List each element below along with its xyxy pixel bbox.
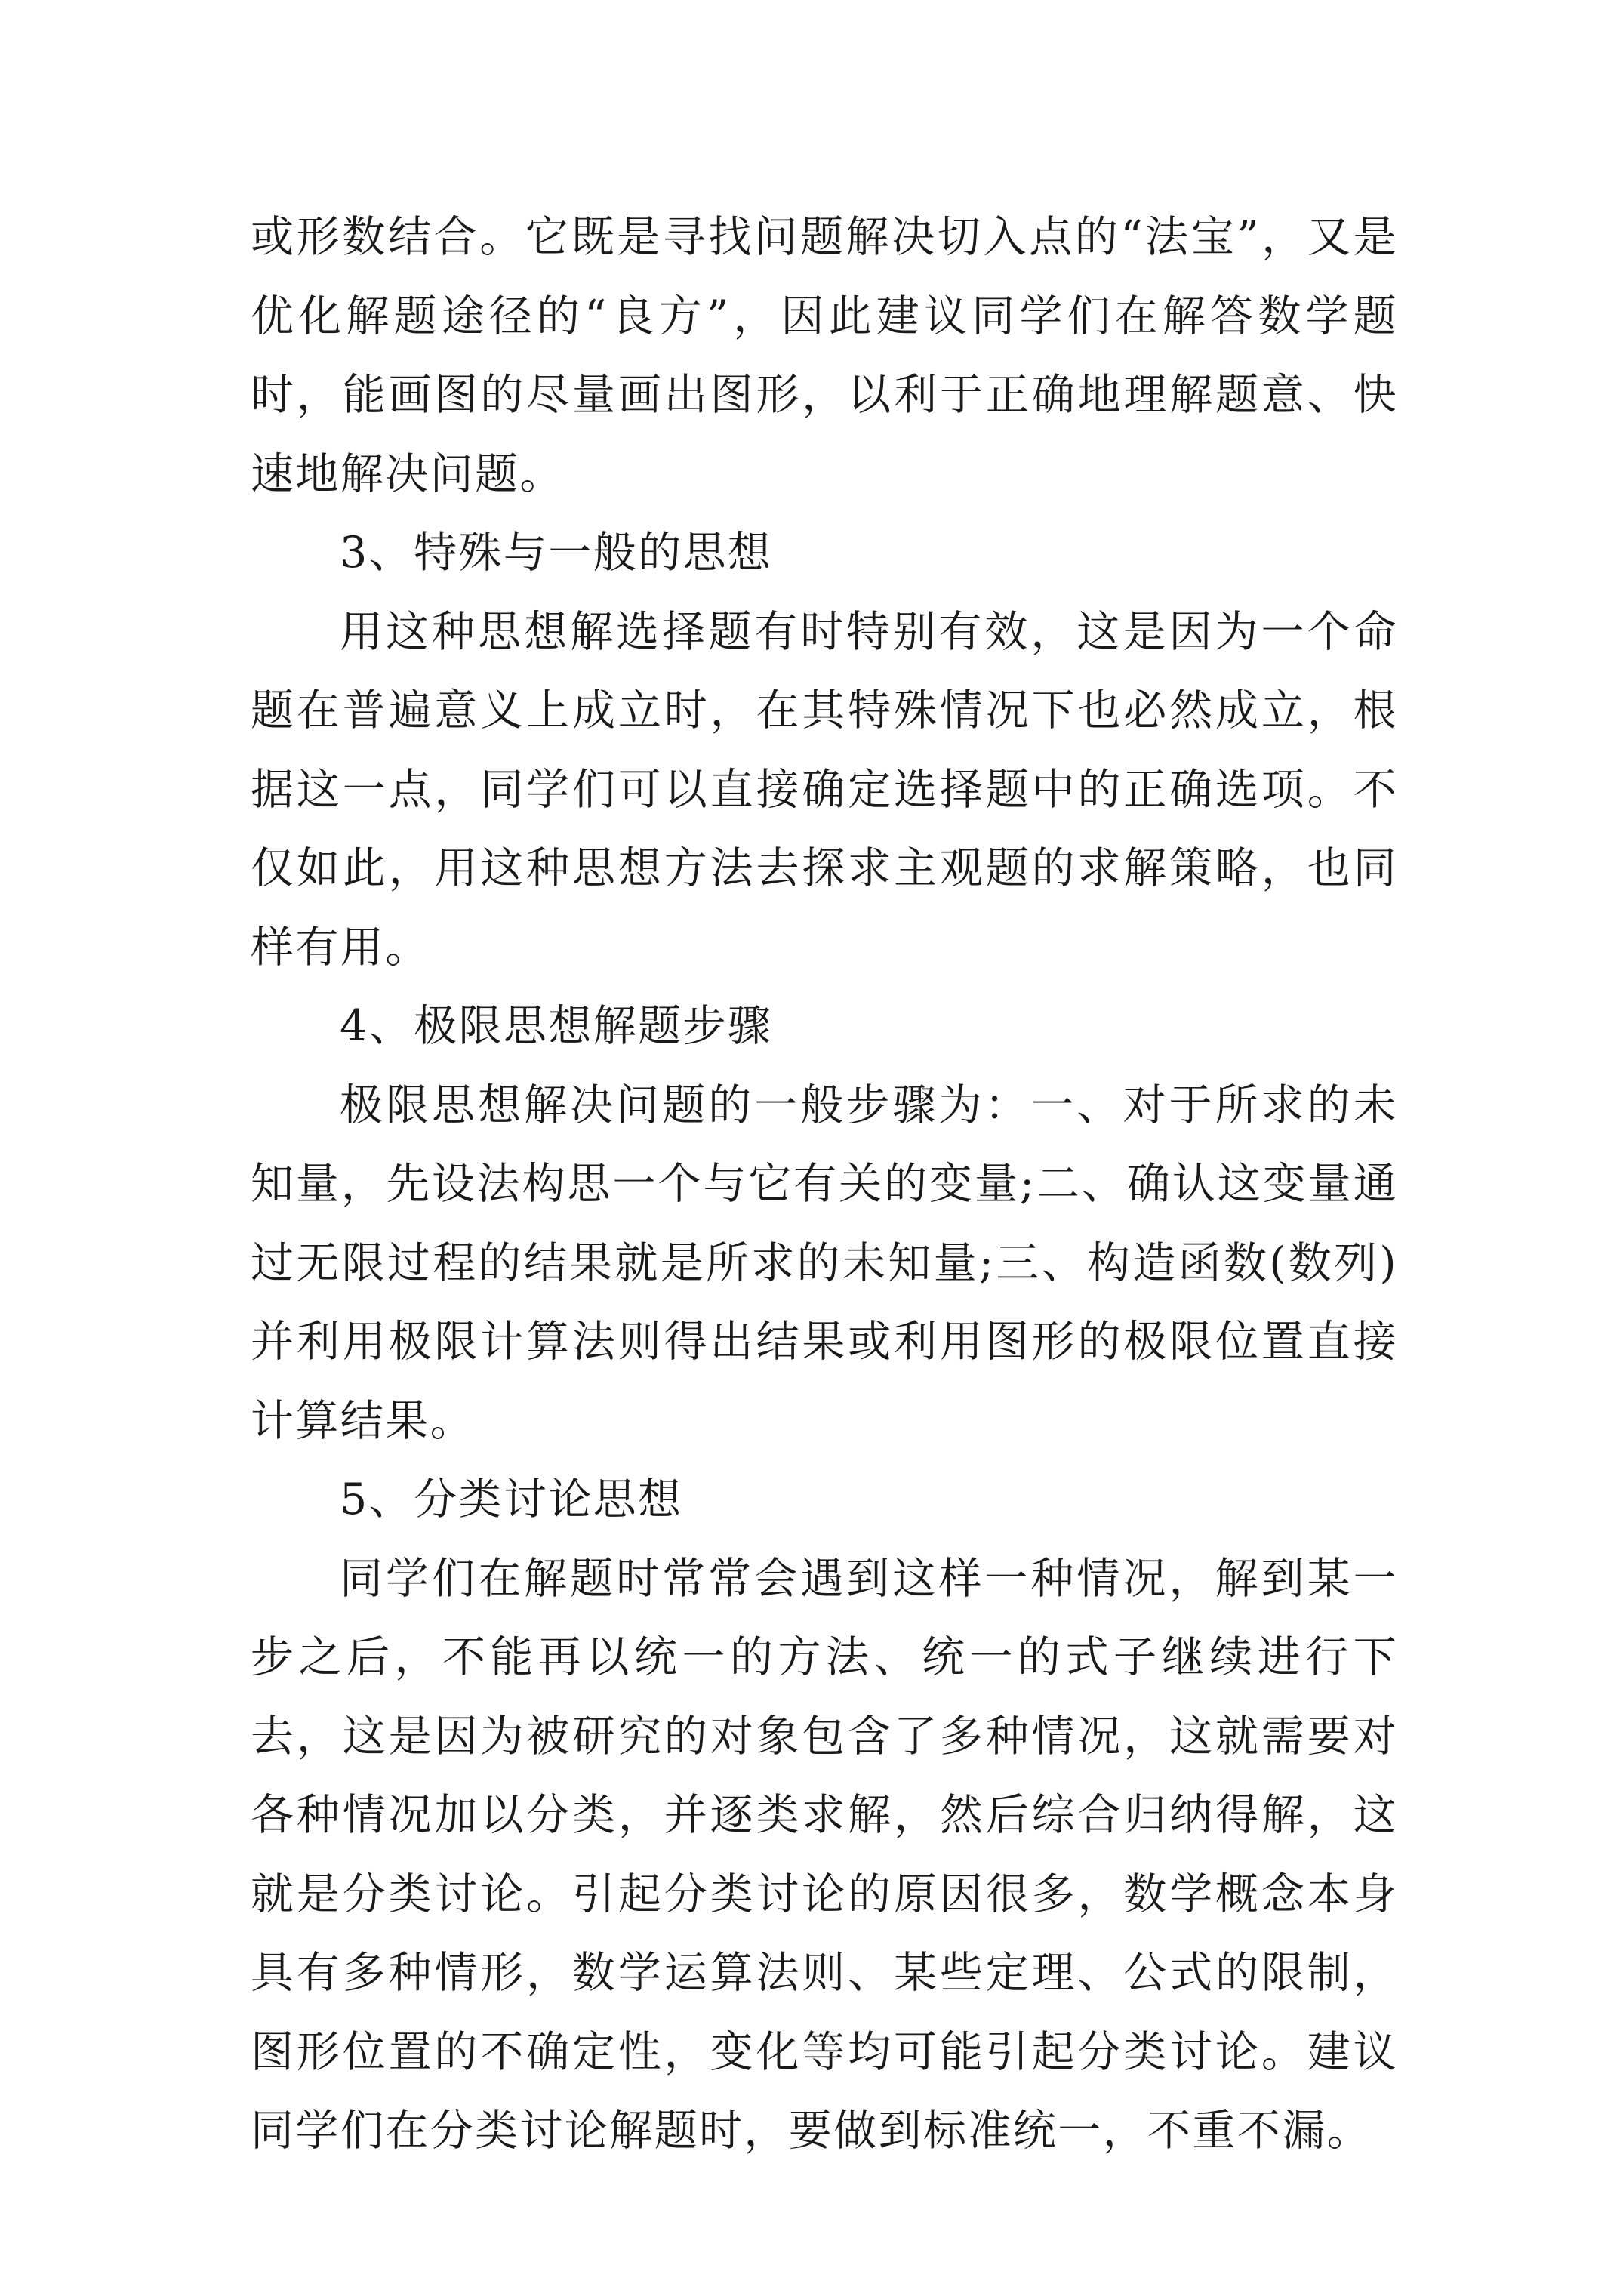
paragraph-continuation: 或形数结合。它既是寻找问题解决切入点的“法宝”，又是优化解题途径的“良方”，因此建议同学们在解答数学题时，能画图的尽量画出图形，以利于正确地理解题意、快速地解决问题。 — [251, 212, 1398, 499]
document-body — [251, 198, 1398, 2171]
section-heading-5: 5、分类讨论思想 — [340, 1475, 683, 1524]
paragraph-limit-steps: 极限思想解决问题的一般步骤为：一、对于所求的未知量，先设法构思一个与它有关的变量;二、确认这变量通过无限过程的结果就是所求的未知量;三、构造函数(数列)并利用极限计算法则得出结果或利用图形的极限位置直接计算结果。 — [251, 1080, 1398, 1446]
section-heading-4: 4、极限思想解题步骤 — [340, 1001, 773, 1051]
paragraph-classification: 同学们在解题时常常会遇到这样一种情况，解到某一步之后，不能再以统一的方法、统一的式子继续进行下去，这是因为被研究的对象包含了多种情况，这就需要对各种情况加以分类，并逐类求解，然后综合归纳得解，这就是分类讨论。引起分类讨论的原因很多，数学概念本身具有多种情形，数学运算法则、某些定理、公式的限制，图形位置的不确定性，变化等均可能引起分类讨论。建议同学们在分类讨论解题时，要做到标准统一，不重不漏。 — [251, 1553, 1398, 2156]
paragraph-special-general: 用这种思想解选择题有时特别有效，这是因为一个命题在普遍意义上成立时，在其特殊情况下也必然成立，根据这一点，同学们可以直接确定选择题中的正确选项。不仅如此，用这种思想方法去探求主观题的求解策略，也同样有用。 — [251, 606, 1398, 972]
section-heading-3: 3、特殊与一般的思想 — [340, 528, 773, 578]
